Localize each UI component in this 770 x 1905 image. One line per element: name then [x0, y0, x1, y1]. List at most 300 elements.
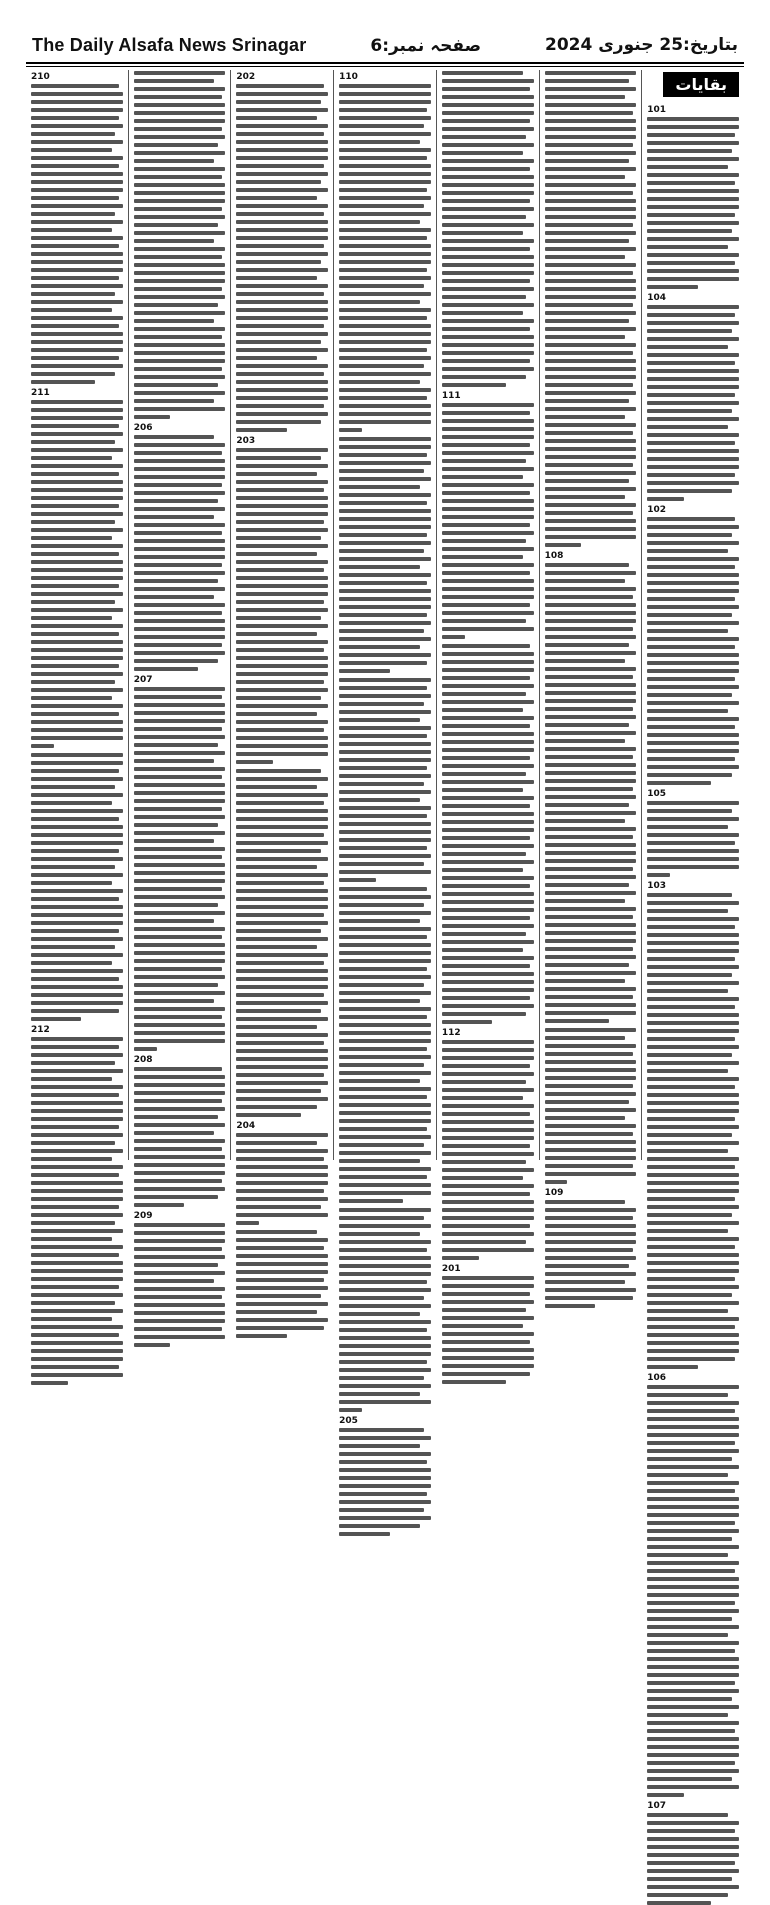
text-line	[339, 1352, 431, 1356]
text-line	[339, 1199, 403, 1203]
text-line	[647, 1837, 739, 1841]
text-line	[442, 1048, 534, 1052]
text-line	[647, 305, 739, 309]
text-line	[31, 260, 123, 264]
text-line	[442, 1348, 534, 1352]
text-line	[545, 391, 637, 395]
text-line	[545, 875, 637, 879]
text-line	[545, 271, 633, 275]
text-line	[442, 788, 523, 792]
text-line	[134, 287, 222, 291]
text-column-1	[641, 70, 744, 1811]
text-line	[31, 1189, 123, 1193]
text-line	[442, 335, 534, 339]
text-line	[545, 1256, 637, 1260]
text-line	[236, 648, 324, 652]
text-line	[339, 702, 423, 706]
text-line	[442, 1256, 479, 1260]
text-line	[236, 953, 328, 957]
text-line	[134, 727, 222, 731]
article-text	[134, 1066, 226, 1207]
article-text	[442, 70, 534, 387]
issue-date: بتاریخ:25 جنوری 2024	[544, 35, 738, 55]
text-line	[545, 1272, 637, 1276]
text-line	[647, 1213, 731, 1217]
text-line	[31, 560, 123, 564]
text-line	[134, 1015, 222, 1019]
text-line	[442, 223, 534, 227]
text-line	[134, 119, 226, 123]
text-line	[442, 956, 534, 960]
text-line	[134, 991, 226, 995]
text-line	[339, 1087, 431, 1091]
text-line	[339, 124, 423, 128]
text-line	[442, 1004, 534, 1008]
text-line	[442, 507, 534, 511]
text-line	[545, 699, 637, 703]
text-line	[31, 1117, 123, 1121]
text-line	[647, 1077, 739, 1081]
article-text	[647, 1812, 739, 1905]
text-line	[339, 1151, 431, 1155]
text-line	[339, 1312, 420, 1316]
text-line	[442, 916, 530, 920]
text-line	[647, 1037, 735, 1041]
text-line	[31, 448, 123, 452]
text-line	[442, 483, 534, 487]
text-line	[647, 1585, 739, 1589]
text-line	[442, 199, 530, 203]
text-line	[339, 887, 427, 891]
text-line	[31, 712, 119, 716]
text-line	[339, 437, 431, 441]
text-line	[442, 231, 523, 235]
text-line	[31, 300, 123, 304]
text-line	[339, 404, 431, 408]
text-line	[647, 589, 739, 593]
text-line	[31, 380, 95, 384]
text-line	[545, 215, 637, 219]
article	[31, 388, 123, 748]
text-line	[339, 1055, 431, 1059]
text-line	[339, 1460, 427, 1464]
text-line	[545, 1132, 633, 1136]
text-line	[134, 1023, 226, 1027]
text-line	[545, 1264, 629, 1268]
text-line	[647, 205, 739, 209]
text-line	[339, 1476, 431, 1480]
text-line	[31, 576, 123, 580]
text-line	[545, 627, 633, 631]
text-line	[134, 1007, 226, 1011]
text-line	[339, 92, 431, 96]
text-line	[339, 84, 431, 88]
text-line	[31, 801, 112, 805]
text-line	[545, 95, 626, 99]
text-line	[236, 1221, 259, 1225]
text-line	[134, 239, 215, 243]
text-line	[647, 269, 739, 273]
text-line	[647, 401, 739, 405]
text-line	[442, 1144, 530, 1148]
text-line	[442, 1128, 534, 1132]
text-line	[236, 156, 328, 160]
text-line	[647, 1845, 739, 1849]
text-line	[134, 1343, 171, 1347]
text-line	[339, 300, 420, 304]
text-line	[545, 503, 637, 507]
text-line	[236, 252, 328, 256]
text-line	[647, 901, 739, 905]
text-line	[545, 367, 637, 371]
text-line	[134, 815, 226, 819]
text-line	[647, 1333, 739, 1337]
text-line	[339, 1248, 427, 1252]
text-line	[339, 1256, 431, 1260]
text-line	[442, 1240, 526, 1244]
text-line	[339, 1392, 420, 1396]
article-number: 208	[133, 1055, 153, 1065]
text-line	[339, 1436, 431, 1440]
text-line	[236, 472, 317, 476]
text-line	[236, 744, 328, 748]
text-line	[134, 199, 226, 203]
text-line	[236, 536, 320, 540]
text-line	[134, 547, 226, 551]
text-line	[31, 488, 123, 492]
text-line	[442, 411, 530, 415]
text-line	[236, 140, 328, 144]
text-line	[647, 1877, 731, 1881]
article	[236, 1229, 328, 1338]
text-line	[647, 1393, 728, 1397]
text-line	[134, 1099, 222, 1103]
text-line	[545, 763, 637, 767]
text-line	[134, 603, 226, 607]
text-line	[647, 1357, 735, 1361]
text-line	[339, 1428, 423, 1432]
text-line	[339, 1304, 431, 1308]
text-line	[236, 560, 328, 564]
text-line	[31, 456, 112, 460]
text-line	[339, 1360, 427, 1364]
text-line	[647, 1197, 735, 1201]
text-line	[31, 656, 123, 660]
text-line	[545, 979, 626, 983]
text-line	[236, 961, 324, 965]
article	[339, 1207, 431, 1412]
text-line	[442, 1324, 523, 1328]
text-line	[134, 1327, 222, 1331]
article	[134, 1055, 226, 1207]
text-line	[647, 1117, 735, 1121]
text-line	[442, 215, 526, 219]
text-line	[339, 790, 431, 794]
text-line	[339, 1023, 431, 1027]
text-line	[236, 308, 328, 312]
text-line	[647, 741, 739, 745]
text-line	[236, 857, 328, 861]
text-line	[236, 488, 324, 492]
text-line	[31, 897, 119, 901]
text-line	[647, 1681, 735, 1685]
text-line	[647, 1409, 735, 1413]
text-line	[339, 292, 431, 296]
text-line	[545, 851, 637, 855]
text-line	[647, 933, 739, 937]
text-line	[31, 993, 123, 997]
text-line	[442, 676, 530, 680]
text-line	[545, 803, 629, 807]
text-line	[442, 708, 523, 712]
text-line	[442, 367, 534, 371]
text-line	[647, 1189, 739, 1193]
article-number: 201	[441, 1264, 461, 1274]
text-line	[647, 701, 739, 705]
text-line	[442, 151, 523, 155]
text-line	[545, 127, 637, 131]
text-line	[134, 475, 226, 479]
text-line	[236, 865, 317, 869]
text-line	[647, 1769, 739, 1773]
text-line	[339, 501, 427, 505]
text-line	[236, 600, 324, 604]
text-line	[339, 1127, 427, 1131]
text-line	[236, 172, 328, 176]
text-line	[31, 753, 123, 757]
text-line	[134, 999, 215, 1003]
text-line	[236, 1262, 328, 1266]
text-line	[31, 464, 123, 468]
text-line	[647, 277, 739, 281]
text-line	[236, 292, 324, 296]
text-line	[31, 1245, 123, 1249]
text-line	[339, 1031, 431, 1035]
text-line	[545, 207, 637, 211]
text-line	[339, 686, 427, 690]
text-line	[31, 148, 112, 152]
text-line	[134, 927, 226, 931]
text-line	[236, 220, 328, 224]
text-line	[442, 860, 534, 864]
text-line	[236, 100, 320, 104]
text-line	[134, 687, 226, 691]
text-line	[339, 1296, 423, 1300]
text-line	[236, 897, 328, 901]
text-line	[31, 704, 123, 708]
text-line	[339, 1328, 427, 1332]
text-line	[339, 1344, 431, 1348]
text-line	[647, 781, 711, 785]
text-line	[339, 517, 431, 521]
text-line	[339, 324, 431, 328]
text-line	[134, 903, 218, 907]
text-line	[339, 1280, 427, 1284]
text-line	[545, 119, 637, 123]
text-line	[545, 859, 637, 863]
text-line	[647, 1869, 739, 1873]
text-line	[442, 319, 534, 323]
text-line	[134, 303, 218, 307]
text-line	[236, 1089, 320, 1093]
article	[647, 881, 739, 1369]
text-line	[647, 141, 739, 145]
text-line	[339, 1444, 420, 1448]
text-line	[134, 1091, 226, 1095]
text-line	[31, 1085, 123, 1089]
text-line	[134, 643, 222, 647]
text-line	[339, 1007, 431, 1011]
text-line	[442, 836, 530, 840]
text-line	[545, 239, 629, 243]
text-line	[339, 983, 423, 987]
masthead	[26, 28, 744, 64]
text-line	[31, 1285, 119, 1289]
text-line	[647, 693, 731, 697]
text-line	[236, 1286, 328, 1290]
text-line	[339, 1095, 427, 1099]
article	[339, 72, 431, 432]
text-line	[339, 621, 431, 625]
text-line	[134, 555, 226, 559]
text-column-3	[436, 70, 539, 1274]
text-line	[442, 95, 534, 99]
text-line	[31, 793, 123, 797]
text-line	[647, 181, 735, 185]
text-line	[442, 948, 523, 952]
text-line	[647, 709, 728, 713]
text-line	[31, 1309, 123, 1313]
text-line	[647, 1385, 739, 1389]
text-line	[31, 1205, 119, 1209]
text-line	[339, 172, 431, 176]
text-line	[545, 1060, 637, 1064]
text-line	[31, 953, 123, 957]
text-line	[339, 388, 431, 392]
article	[442, 643, 534, 1024]
text-line	[647, 653, 739, 657]
text-line	[134, 1075, 226, 1079]
text-line	[545, 1084, 633, 1088]
text-line	[339, 637, 431, 641]
text-line	[31, 1333, 119, 1337]
text-line	[236, 1133, 328, 1137]
article-number: 203	[236, 436, 256, 446]
text-line	[442, 247, 530, 251]
text-line	[339, 1015, 427, 1019]
text-line	[545, 1248, 633, 1252]
text-line	[236, 1213, 328, 1217]
text-line	[339, 1119, 431, 1123]
text-line	[31, 172, 123, 176]
text-line	[134, 135, 226, 139]
text-line	[236, 1326, 324, 1330]
text-line	[339, 485, 420, 489]
text-line	[339, 1452, 431, 1456]
text-line	[134, 967, 222, 971]
text-line	[236, 552, 317, 556]
text-line	[31, 1253, 119, 1257]
text-line	[442, 740, 534, 744]
text-line	[31, 212, 115, 216]
text-line	[647, 725, 735, 729]
text-line	[31, 849, 119, 853]
text-line	[545, 151, 637, 155]
text-line	[647, 989, 728, 993]
text-line	[545, 79, 629, 83]
text-line	[647, 637, 739, 641]
text-column-4	[333, 70, 436, 1426]
text-line	[339, 204, 423, 208]
text-line	[339, 766, 427, 770]
text-line	[31, 1109, 123, 1113]
text-line	[236, 188, 328, 192]
text-line	[545, 675, 633, 679]
text-line	[31, 680, 115, 684]
text-line	[442, 635, 465, 639]
text-line	[545, 683, 637, 687]
text-line	[647, 117, 739, 121]
masthead-rule	[26, 66, 744, 67]
article-text	[545, 70, 637, 547]
text-line	[647, 173, 739, 177]
text-line	[339, 164, 431, 168]
text-line	[647, 817, 739, 821]
text-line	[236, 656, 328, 660]
text-line	[442, 79, 534, 83]
text-line	[442, 1340, 530, 1344]
text-line	[134, 563, 222, 567]
text-line	[545, 819, 626, 823]
text-line	[134, 983, 218, 987]
article-number: 211	[30, 388, 50, 398]
text-line	[134, 375, 226, 379]
columns-container	[26, 70, 744, 1811]
text-line	[31, 584, 119, 588]
text-line	[442, 555, 523, 559]
text-line	[339, 525, 431, 529]
text-line	[442, 972, 534, 976]
text-line	[339, 1500, 431, 1504]
text-line	[31, 440, 115, 444]
text-line	[31, 1229, 123, 1233]
text-line	[442, 327, 530, 331]
text-line	[236, 1025, 317, 1029]
text-line	[339, 967, 427, 971]
text-line	[545, 867, 633, 871]
text-line	[647, 1133, 731, 1137]
text-line	[339, 236, 427, 240]
text-line	[647, 1641, 739, 1645]
text-line	[442, 611, 534, 615]
text-line	[236, 985, 328, 989]
text-line	[545, 787, 633, 791]
text-line	[236, 148, 328, 152]
text-line	[545, 603, 637, 607]
article-number: 107	[647, 1801, 667, 1811]
text-line	[236, 364, 328, 368]
text-line	[442, 343, 534, 347]
text-line	[442, 1064, 530, 1068]
text-line	[236, 977, 328, 981]
text-line	[134, 587, 226, 591]
article-text	[339, 1427, 431, 1536]
text-line	[236, 793, 328, 797]
text-line	[545, 343, 637, 347]
text-line	[647, 533, 731, 537]
text-line	[236, 1017, 328, 1021]
text-line	[31, 921, 123, 925]
